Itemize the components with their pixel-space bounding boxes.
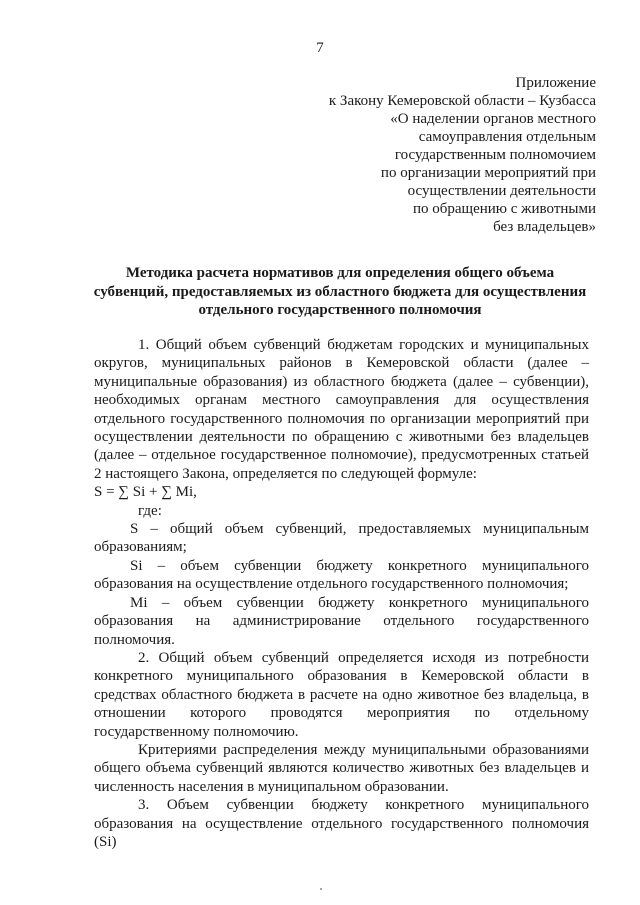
- definition-si: Si – объем субвенции бюджету конкретного муниципального образования на осуществление отдельного государственного полномочия;: [94, 557, 589, 593]
- appendix-line: Приложение: [515, 75, 596, 91]
- appendix-line: «О наделении органов местного: [390, 111, 596, 127]
- document-body: [94, 336, 589, 851]
- appendix-line: самоуправления отдельным: [418, 129, 596, 145]
- definition-s: S – общий объем субвенций, предоставляемых муниципальным образованиям;: [94, 521, 589, 556]
- title-line: Методика расчета нормативов для определения общего объема: [125, 265, 555, 281]
- formula-where-label: где:: [138, 502, 162, 519]
- appendix-line: к Закону Кемеровской области – Кузбасса: [328, 93, 596, 109]
- title-line: отдельного государственного полномочия: [198, 302, 482, 318]
- page-number: 7: [316, 40, 324, 56]
- paragraph-1: 1. Общий объем субвенций бюджетам городских и муниципальных округов, муниципальных районов в Кемеровской области (далее – муниципальные образования) из областного бюджета (далее – субвенции), необходимых органам местного самоуправления для осуществления отдельного государственного полномочия по организации мероприятий при осуществлении деятельности по обращению с животными без владельцев (далее – отдельное государственное полномочие), предусмотренных статьей 2 настоящего Закона, определяется по следующей формуле:: [94, 337, 589, 482]
- scan-dot: [320, 888, 322, 890]
- paragraph-3: 3. Объем субвенции бюджету конкретного муниципального образования на осуществление отдельного государственного полномочия (Si): [94, 797, 589, 850]
- appendix-line: государственным полномочием: [394, 147, 596, 163]
- paragraph-2: 2. Общий объем субвенций определяется исходя из потребности конкретного муниципального образования в Кемеровской области в средствах областного бюджета в расчете на одно животное без владельца, в отношении которого проводятся мероприятия по отдельному государственному полномочию.: [94, 649, 589, 740]
- appendix-header: [296, 74, 596, 236]
- appendix-line: без владельцев»: [493, 219, 596, 235]
- paragraph-criteria: Критериями распределения между муниципальными образованиями общего объема субвенций являются количество животных без владельцев и численность населения в муниципальном образовании.: [94, 741, 589, 795]
- document-title: [90, 264, 590, 320]
- appendix-line: по организации мероприятий при: [380, 165, 596, 181]
- definition-mi: Mi – объем субвенции бюджету конкретного муниципального образования на администрирование отдельного государственного полномочия.: [94, 594, 589, 648]
- appendix-line: осуществлении деятельности: [407, 183, 596, 199]
- appendix-line: по обращению с животными: [412, 201, 596, 217]
- formula: S = ∑ Si + ∑ Mi,: [94, 484, 197, 501]
- title-line: субвенций, предоставляемых из областного бюджета для осуществления: [93, 283, 587, 300]
